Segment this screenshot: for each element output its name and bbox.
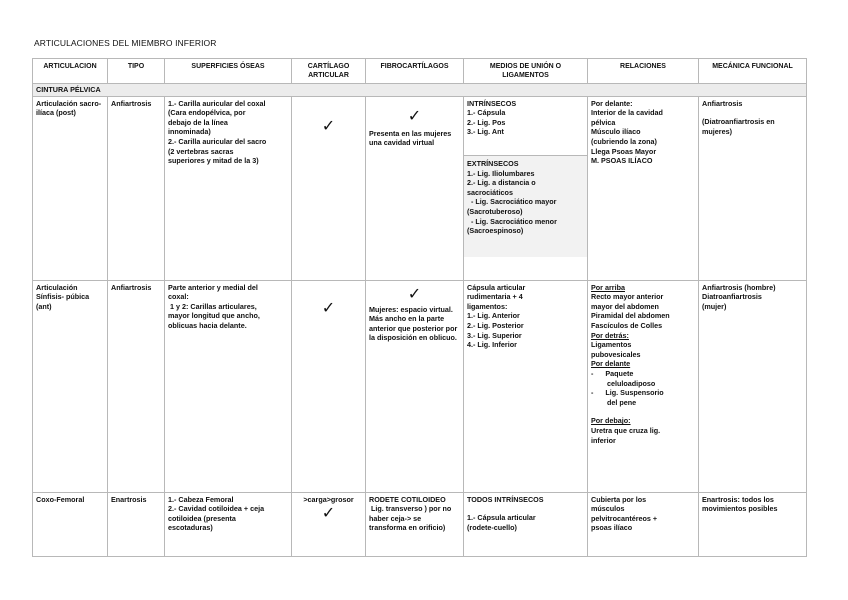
cell-relaciones: Cubierta por los músculos pelvitrocantéreos + psoas ilíaco <box>588 492 699 556</box>
header-mecanica: MECÁNICA FUNCIONAL <box>699 59 807 84</box>
header-articulacion: ARTICULACION <box>33 59 108 84</box>
header-cartilago: CARTÍLAGO ARTICULAR <box>292 59 366 84</box>
cell-tipo: Anfiartrosis <box>108 96 165 280</box>
cell-superficies: 1.- Cabeza Femoral 2.- Cavidad cotiloidea + ceja cotiloidea (presenta escotaduras) <box>165 492 292 556</box>
header-superficies: SUPERFICIES ÓSEAS <box>165 59 292 84</box>
cell-mecanica: Anfiartrosis (Diatroanfiartrosis en mujeres) <box>699 96 807 280</box>
cell-articulacion: Articulación sacro-ilíaca (post) <box>33 96 108 280</box>
cell-mecanica: Enartrosis: todos los movimientos posibles <box>699 492 807 556</box>
check-icon: ✓ <box>407 107 422 125</box>
cell-ligamentos: TODOS INTRÍNSECOS 1.- Cápsula articular (rodete-cuello) <box>464 492 588 556</box>
section-label: CINTURA PÉLVICA <box>33 84 807 97</box>
check-icon: ✓ <box>407 285 422 303</box>
cell-articulacion: Articulación Sínfisis- púbica (ant) <box>33 280 108 492</box>
table-row <box>33 280 807 492</box>
cell-tipo: Enartrosis <box>108 492 165 556</box>
cell-superficies: 1.- Carilla auricular del coxal (Cara endopélvica, por debajo de la línea innominada) 2.- Carilla auricular del sacro (2 vertebras sacras superiores y mitad de la 3) <box>165 96 292 280</box>
table-row <box>33 492 807 556</box>
cell-tipo: Anfiartrosis <box>108 280 165 492</box>
cell-ligamentos: INTRÍNSECOS 1.- Cápsula 2.- Lig. Pos 3.- Lig. Ant EXTRÍNSECOS 1.- Lig. Iliolumbares 2.- Lig. a distancia o sacrociáticos - Lig. Sacrociático mayor (Sacrotuberoso) - Lig. Sacrociático menor (Sacroespinoso) <box>464 96 588 280</box>
cell-relaciones: Por delante: Interior de la cavidad pélvica Músculo ilíaco (cubriendo la zona) Llega Psoas Mayor M. PSOAS ILÍACO <box>588 96 699 280</box>
cell-fibrocartilagos: ✓ Mujeres: espacio virtual. Más ancho en la parte anterior que posterior por la disposición en oblicuo. <box>366 280 464 492</box>
header-fibrocartilagos: FIBROCARTÍLAGOS <box>366 59 464 84</box>
check-icon: ✓ <box>321 505 336 523</box>
cell-ligamentos: Cápsula articular rudimentaria + 4 ligamentos: 1.- Lig. Anterior 2.- Lig. Posterior 3.- Lig. Superior 4.- Lig. Inferior <box>464 280 588 492</box>
cell-cartilago: >carga>grosor ✓ <box>292 492 366 556</box>
cell-relaciones: Por arriba Recto mayor anterior mayor del abdomen Piramidal del abdomen Fascículos de Colles Por detrás: Ligamentos pubovesicales Por delante - Paquete celuloadiposo - Lig. Suspensorio del pene Por debajo: Uretra que cruza lig. inferior <box>588 280 699 492</box>
header-ligamentos: MEDIOS DE UNIÓN O LIGAMENTOS <box>464 59 588 84</box>
header-row <box>33 59 807 84</box>
joints-table <box>32 58 807 557</box>
header-relaciones: RELACIONES <box>588 59 699 84</box>
check-icon: ✓ <box>321 117 336 135</box>
section-row <box>33 84 807 97</box>
document-title: ARTICULACIONES DEL MIEMBRO INFERIOR <box>34 38 217 48</box>
header-tipo: TIPO <box>108 59 165 84</box>
cell-mecanica: Anfiartrosis (hombre) Diatroanfiartrosis (mujer) <box>699 280 807 492</box>
cell-fibrocartilagos: ✓ Presenta en las mujeres una cavidad virtual <box>366 96 464 280</box>
cell-cartilago <box>292 96 366 280</box>
cell-cartilago <box>292 280 366 492</box>
cell-fibrocartilagos: RODETE COTILOIDEO Lig. transverso ) por no haber ceja-> se transforma en orificio) <box>366 492 464 556</box>
cell-superficies: Parte anterior y medial del coxal: 1 y 2: Carillas articulares, mayor longitud que ancho, oblicuas hacia delante. <box>165 280 292 492</box>
table-row <box>33 96 807 280</box>
cell-articulacion: Coxo-Femoral <box>33 492 108 556</box>
extrinsecos-block: EXTRÍNSECOS 1.- Lig. Iliolumbares 2.- Lig. a distancia o sacrociáticos - Lig. Sacrociático mayor (Sacrotuberoso) - Lig. Sacrociático menor (Sacroespinoso) <box>464 155 587 257</box>
check-icon: ✓ <box>321 299 336 317</box>
